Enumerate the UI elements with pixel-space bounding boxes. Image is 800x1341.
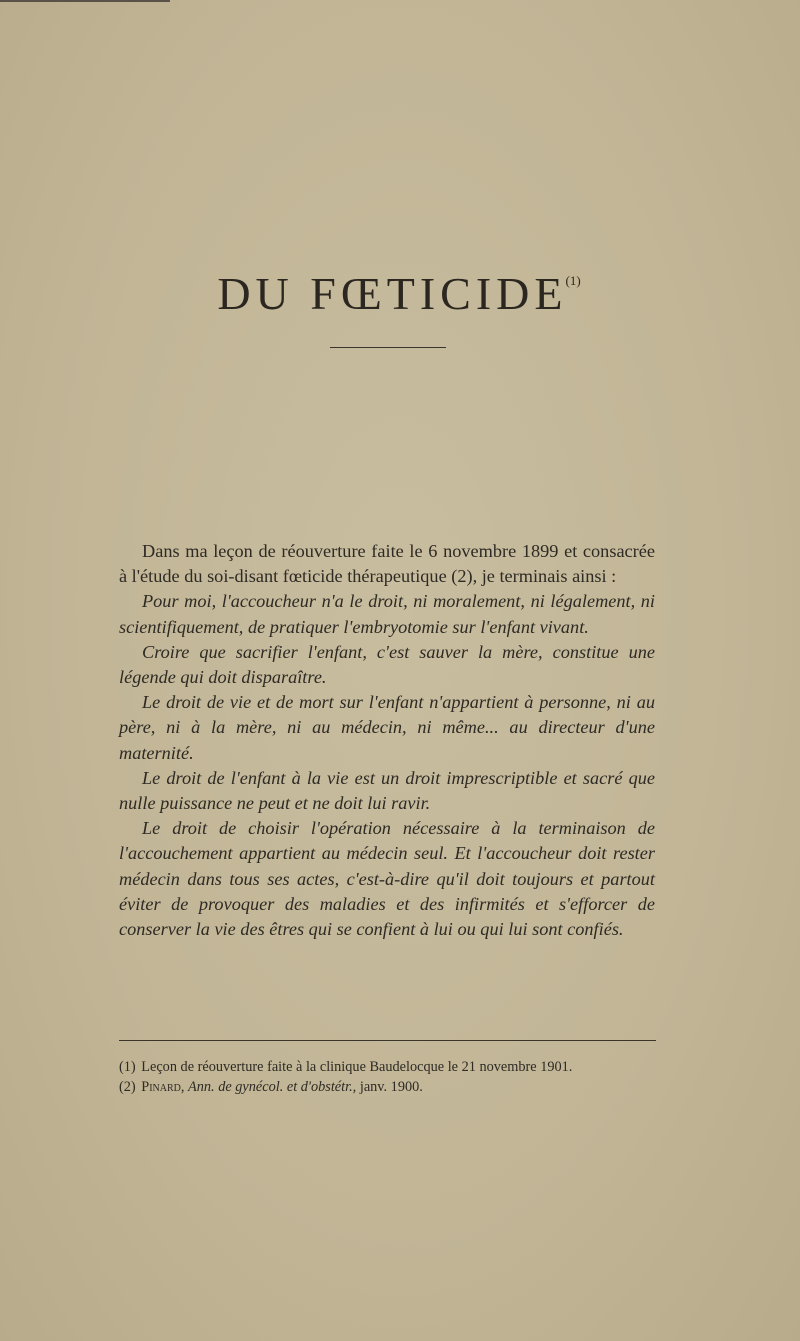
footnote-2-author: Pinard, <box>141 1079 185 1095</box>
footnote-2 <box>119 1077 656 1097</box>
page-title <box>0 267 800 320</box>
footnote-2-number: (2) <box>119 1079 136 1095</box>
footnote-1 <box>119 1057 656 1077</box>
footnote-1-number: (1) <box>119 1059 136 1075</box>
page-edge-mark <box>0 0 170 2</box>
quote-paragraph-5: Le droit de choisir l'opération nécessaire à la terminaison de l'accouchement appartient au médecin seul. Et l'accoucheur doit rester médecin dans tous ses actes, c'est-à-dire qu'il doit toujours et partout éviter de provoquer des maladies et des infirmités et s'efforcer de conserver la vie des êtres qui se confient à lui ou qui lui sont confiés. <box>119 818 655 940</box>
quote-paragraph-4: Le droit de l'enfant à la vie est un droit imprescriptible et sacré que nulle puissance ne peut et ne doit lui ravir. <box>119 767 655 814</box>
quote-paragraph-2: Croire que sacrifier l'enfant, c'est sauver la mère, constitue une légende qui doit disparaître. <box>119 641 655 688</box>
body-text <box>119 539 655 942</box>
quote-paragraph-3: Le droit de vie et de mort sur l'enfant n'appartient à personne, ni au père, ni à la mère, ni au médecin, ni même... au directeur d'une maternité. <box>119 692 655 763</box>
intro-paragraph: Dans ma leçon de réouverture faite le 6 novembre 1899 et consacrée à l'étude du soi-disant fœticide thérapeutique (2), je terminais ainsi : <box>119 541 655 587</box>
footnote-2-journal: Ann. de gynécol. et d'obstétr., <box>188 1079 357 1095</box>
title-footnote-marker: (1) <box>565 272 581 288</box>
footnote-1-text: Leçon de réouverture faite à la clinique Baudelocque le 21 novembre 1901. <box>141 1059 573 1075</box>
title-text: DU FŒTICIDE <box>217 267 568 319</box>
title-divider <box>330 347 446 348</box>
footnotes <box>119 1057 656 1097</box>
quote-paragraph-1: Pour moi, l'accoucheur n'a le droit, ni moralement, ni légalement, ni scientifiquement, de pratiquer l'embryotomie sur l'enfant vivant. <box>119 591 655 637</box>
footnote-2-date: janv. 1900. <box>359 1079 423 1095</box>
footnote-divider <box>119 1040 656 1041</box>
